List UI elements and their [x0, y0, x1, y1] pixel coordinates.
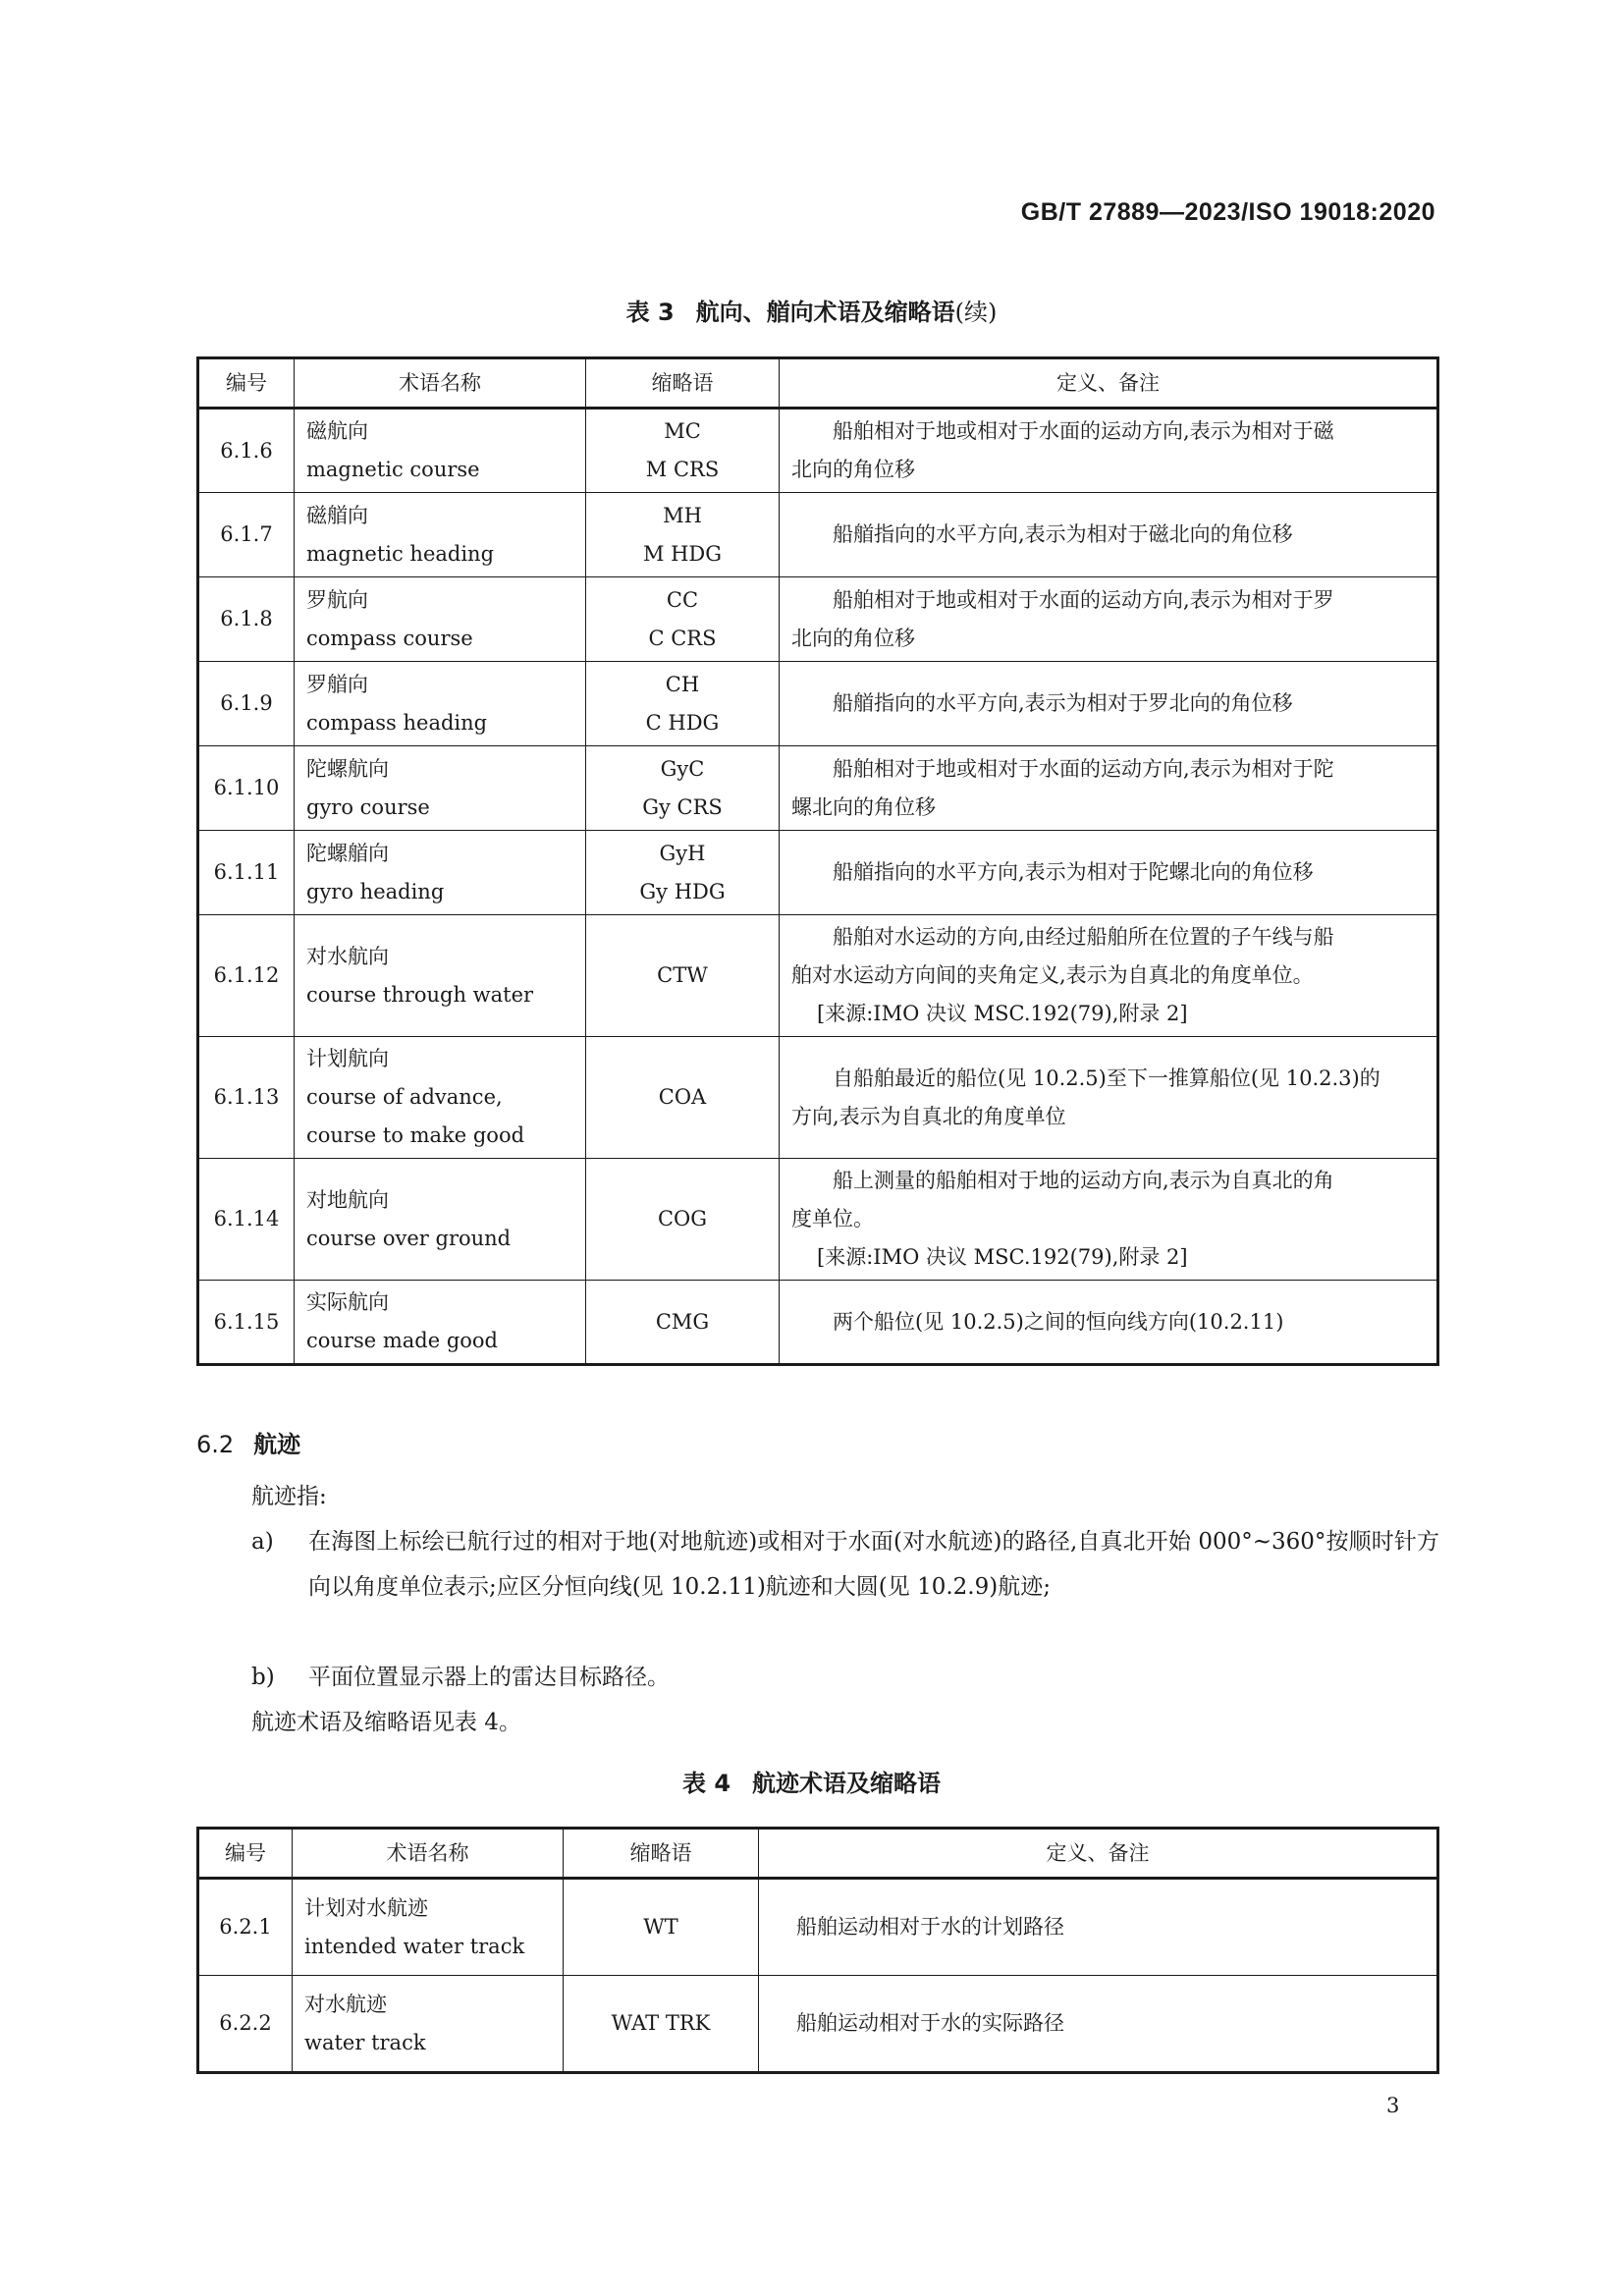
- table-row: [198, 915, 1438, 1037]
- column-header-abbreviation: 缩略语: [564, 1829, 759, 1879]
- definition-line: 两个船位(见 10.2.5)之间的恒向线方向(10.2.11): [833, 1309, 1284, 1334]
- abbreviation-line: WT: [643, 1915, 678, 1939]
- definition-line: 度单位。: [791, 1207, 874, 1230]
- term-abbreviation: [586, 831, 780, 915]
- definition-line: 船舶对水运动的方向,由经过船舶所在位置的子午线与船: [833, 925, 1334, 949]
- table-row: [198, 1159, 1438, 1281]
- term-name: [295, 577, 586, 662]
- definition-line: 北向的角位移: [791, 626, 915, 650]
- table3-caption-number: 表 3: [625, 299, 675, 326]
- abbreviation-line: M CRS: [645, 458, 720, 481]
- term-name: [293, 1879, 564, 1976]
- table3-header-row: [198, 358, 1438, 409]
- term-definition: [780, 1037, 1438, 1159]
- term-abbreviation: [586, 662, 780, 746]
- term-number: 6.2.2: [198, 1976, 293, 2073]
- term-abbreviation: [586, 493, 780, 577]
- abbreviation-line: CTW: [657, 963, 708, 987]
- definition-line: 船舶运动相对于水的计划路径: [796, 1915, 1064, 1939]
- term-abbreviation: [586, 746, 780, 831]
- term-name-en: compass course: [306, 626, 473, 650]
- table3-caption-continued: (续): [954, 299, 998, 326]
- term-definition: [780, 662, 1438, 746]
- term-name: [295, 1159, 586, 1281]
- table3: [196, 356, 1439, 1366]
- abbreviation-line: MH: [663, 503, 702, 527]
- term-definition: [759, 1976, 1438, 2073]
- abbreviation-line: GyH: [659, 841, 706, 865]
- term-name-en: course of advance,: [306, 1085, 503, 1109]
- term-name-en-alt: course to make good: [306, 1123, 525, 1147]
- term-abbreviation: [586, 1037, 780, 1159]
- table-row: [198, 746, 1438, 831]
- term-name: [295, 1281, 586, 1365]
- term-abbreviation: [564, 1976, 759, 2073]
- definition-line: 船上测量的船舶相对于地的运动方向,表示为自真北的角: [833, 1169, 1334, 1192]
- column-header-abbreviation: 缩略语: [586, 358, 780, 409]
- term-name-zh: 陀螺航向: [306, 756, 389, 781]
- term-abbreviation: [564, 1879, 759, 1976]
- term-definition: [780, 493, 1438, 577]
- table-row: [198, 577, 1438, 662]
- term-definition: [780, 746, 1438, 831]
- definition-line: 船舶相对于地或相对于水面的运动方向,表示为相对于磁: [833, 419, 1334, 443]
- term-definition: [780, 409, 1438, 493]
- definition-line: 螺北向的角位移: [791, 794, 936, 819]
- term-number: 6.2.1: [198, 1879, 293, 1976]
- term-abbreviation: [586, 409, 780, 493]
- abbreviation-line: MC: [664, 419, 701, 443]
- column-header-definition: 定义、备注: [780, 358, 1438, 409]
- abbreviation-line: C HDG: [645, 710, 720, 735]
- table-row: [198, 1976, 1438, 2073]
- abbreviation-line: CH: [665, 672, 700, 696]
- term-name-en: intended water track: [304, 1934, 525, 1958]
- term-name: [295, 409, 586, 493]
- section-intro: 航迹指:: [251, 1484, 327, 1509]
- term-name-en: magnetic course: [306, 458, 480, 481]
- list-text: 在海图上标绘已航行过的相对于地(对地航迹)或相对于水面(对水航迹)的路径,自真北开始 000°~360°按顺时针方向以角度单位表示;应区分恒向线(见 10.2.11)航迹和大圆(见 10.2.9)航迹;: [308, 1529, 1439, 1600]
- term-name: [295, 915, 586, 1037]
- list-text: 平面位置显示器上的雷达目标路径。: [308, 1665, 670, 1690]
- term-name-zh: 磁艏向: [306, 503, 368, 527]
- term-name: [295, 1037, 586, 1159]
- definition-line: 北向的角位移: [791, 458, 915, 481]
- abbreviation-line: Gy CRS: [642, 794, 723, 819]
- definition-line: 船艏指向的水平方向,表示为相对于磁北向的角位移: [833, 522, 1293, 546]
- definition-line: 船艏指向的水平方向,表示为相对于罗北向的角位移: [833, 691, 1293, 715]
- definition-line: 船舶相对于地或相对于水面的运动方向,表示为相对于陀: [833, 756, 1334, 781]
- term-number: 6.1.9: [198, 662, 295, 746]
- term-name-en: compass heading: [306, 710, 488, 735]
- abbreviation-line: GyC: [660, 756, 705, 781]
- abbreviation-line: WAT TRK: [611, 2011, 711, 2035]
- abbreviation-line: C CRS: [648, 626, 717, 650]
- term-name-zh: 计划航向: [306, 1047, 389, 1070]
- definition-source: [来源:IMO 决议 MSC.192(79),附录 2]: [817, 1245, 1188, 1269]
- table4-caption-title: 航迹术语及缩略语: [752, 1770, 942, 1797]
- term-abbreviation: [586, 577, 780, 662]
- column-header-definition: 定义、备注: [759, 1829, 1438, 1879]
- term-name-zh: 计划对水航迹: [304, 1895, 428, 1920]
- definition-line: 船艏指向的水平方向,表示为相对于陀螺北向的角位移: [833, 860, 1314, 884]
- term-number: 6.1.12: [198, 915, 295, 1037]
- term-definition: [759, 1879, 1438, 1976]
- table-row: [198, 831, 1438, 915]
- definition-line: 方向,表示为自真北的角度单位: [791, 1104, 1066, 1128]
- abbreviation-line: COG: [657, 1207, 708, 1230]
- term-name-zh: 对水航向: [306, 944, 389, 968]
- term-number: 6.1.8: [198, 577, 295, 662]
- abbreviation-line: Gy HDG: [639, 879, 726, 903]
- term-name: [295, 831, 586, 915]
- table-row: [198, 662, 1438, 746]
- section-title: 航迹: [253, 1431, 301, 1458]
- column-header-number: 编号: [198, 1829, 293, 1879]
- term-name: [295, 662, 586, 746]
- definition-line: 舶对水运动方向间的夹角定义,表示为自真北的角度单位。: [791, 963, 1314, 987]
- term-name-en: water track: [304, 2030, 426, 2054]
- list-marker: b): [251, 1665, 275, 1690]
- term-number: 6.1.14: [198, 1159, 295, 1281]
- term-name-en: magnetic heading: [306, 541, 495, 566]
- section-heading: [196, 1425, 300, 1459]
- term-abbreviation: [586, 1281, 780, 1365]
- term-definition: [780, 1159, 1438, 1281]
- term-name-zh: 罗艏向: [306, 672, 368, 696]
- table4-header-row: [198, 1829, 1438, 1879]
- term-name-en: course made good: [306, 1329, 498, 1352]
- table-row: [198, 493, 1438, 577]
- term-name-zh: 陀螺艏向: [306, 841, 389, 865]
- term-name-zh: 对地航向: [306, 1187, 389, 1212]
- term-name-en: course over ground: [306, 1226, 512, 1250]
- table4: [196, 1827, 1439, 2074]
- term-definition: [780, 831, 1438, 915]
- term-number: 6.1.10: [198, 746, 295, 831]
- definition-source: [来源:IMO 决议 MSC.192(79),附录 2]: [817, 1002, 1188, 1025]
- table-reference: 航迹术语及缩略语见表 4。: [251, 1710, 521, 1735]
- term-number: 6.1.11: [198, 831, 295, 915]
- definition-line: 船舶相对于地或相对于水面的运动方向,表示为相对于罗: [833, 587, 1334, 612]
- table-row: [198, 409, 1438, 493]
- standard-code: GB/T 27889—2023/ISO 19018:2020: [1020, 198, 1435, 226]
- term-abbreviation: [586, 915, 780, 1037]
- term-definition: [780, 915, 1438, 1037]
- term-name: [295, 493, 586, 577]
- term-definition: [780, 577, 1438, 662]
- term-name: [295, 746, 586, 831]
- term-name-en: gyro course: [306, 794, 430, 819]
- table-row: [198, 1879, 1438, 1976]
- definition-line: 自船舶最近的船位(见 10.2.5)至下一推算船位(见 10.2.3)的: [833, 1066, 1380, 1090]
- term-name-zh: 罗航向: [306, 587, 368, 612]
- term-number: 6.1.13: [198, 1037, 295, 1159]
- page-number: 3: [1386, 2094, 1400, 2117]
- term-number: 6.1.15: [198, 1281, 295, 1365]
- term-number: 6.1.7: [198, 493, 295, 577]
- table-row: [198, 1281, 1438, 1365]
- abbreviation-line: CC: [666, 587, 699, 612]
- column-header-term: 术语名称: [293, 1829, 564, 1879]
- table4-caption-number: 表 4: [681, 1770, 731, 1797]
- term-name: [293, 1976, 564, 2073]
- abbreviation-line: M HDG: [642, 541, 723, 566]
- term-name-zh: 磁航向: [306, 419, 368, 443]
- term-definition: [780, 1281, 1438, 1365]
- term-name-en: gyro heading: [306, 879, 445, 903]
- column-header-number: 编号: [198, 358, 295, 409]
- abbreviation-line: COA: [658, 1085, 707, 1109]
- term-name-en: course through water: [306, 982, 534, 1007]
- term-name-zh: 实际航向: [306, 1290, 389, 1314]
- term-number: 6.1.6: [198, 409, 295, 493]
- table3-caption-title: 航向、艏向术语及缩略语: [695, 299, 955, 326]
- abbreviation-line: CMG: [655, 1309, 710, 1334]
- table4-caption: [0, 1764, 1623, 1798]
- definition-line: 船舶运动相对于水的实际路径: [796, 2011, 1064, 2035]
- section-number: 6.2: [196, 1431, 235, 1458]
- table-row: [198, 1037, 1438, 1159]
- term-abbreviation: [586, 1159, 780, 1281]
- list-marker: a): [251, 1529, 274, 1555]
- column-header-term: 术语名称: [295, 358, 586, 409]
- table3-caption: [0, 293, 1623, 327]
- list-item: [251, 1655, 1439, 1700]
- list-item: [251, 1519, 1439, 1610]
- term-name-zh: 对水航迹: [304, 1992, 387, 2016]
